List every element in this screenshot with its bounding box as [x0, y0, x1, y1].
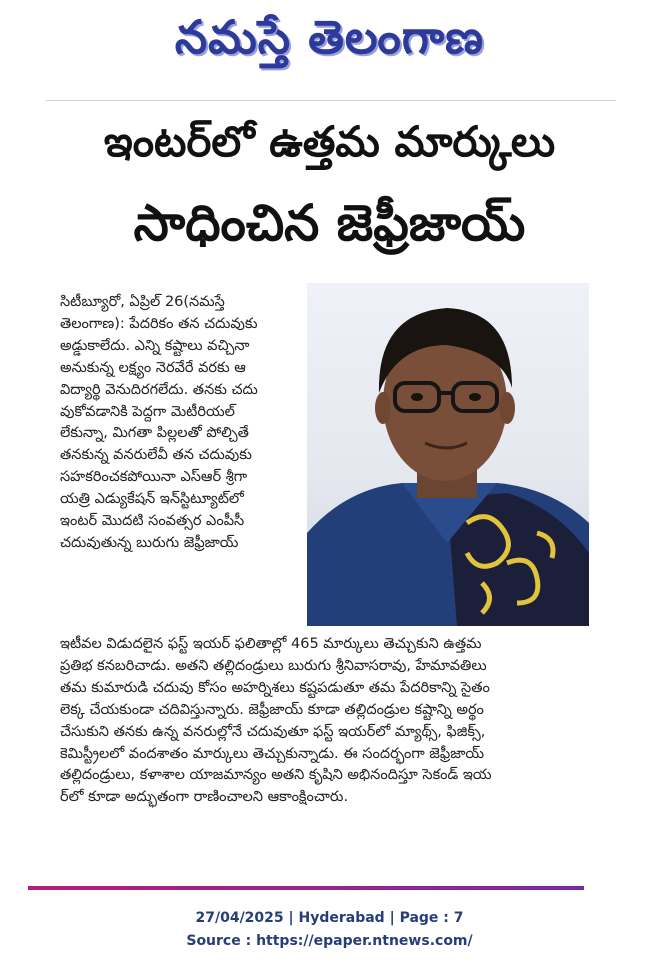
- headline-line-2: సాధించిన జెఫ్రీజాయ్: [133, 194, 526, 252]
- student-portrait-illustration: [307, 283, 589, 626]
- article-line: చేసుకుని తనకు ఉన్న వనరుల్లోనే చదువుతూ ఫస్ట్ ఇయర్‌లో మ్యాథ్స్, ఫిజిక్స్,: [60, 723, 486, 740]
- article-line: తమ కుమారుడి చదువు కోసం అహర్నిశలు కష్టపడుతూ తమ పేదరికాన్ని సైతం: [60, 679, 490, 696]
- article-full-text: [60, 634, 605, 809]
- article-line: తనకున్న వనరులేవీ తన చదువుకు: [60, 447, 252, 464]
- masthead-divider: [46, 100, 616, 101]
- article-line: ఇటీవల విడుదలైన ఫస్ట్ ఇయర్ ఫలితాల్లో 465 మార్కులు తెచ్చుకుని ఉత్తమ: [60, 636, 482, 652]
- article-line: లేకున్నా, మిగతా పిల్లలతో పోల్చితే: [60, 425, 249, 442]
- article-line: అడ్డుకాలేదు. ఎన్ని కష్టాలు వచ్చినా: [60, 337, 250, 354]
- article-line: ఇంటర్ మొదటి సంవత్సర ఎంపీసీ: [60, 513, 245, 530]
- article-line: సహకరించకపోయినా ఎస్ఆర్ శ్రీగా: [60, 469, 248, 486]
- footer-source-link[interactable]: Source : https://epaper.ntnews.com/: [186, 933, 473, 949]
- article-line: విద్యార్థి వెనుదిరగలేదు. తనకు చదు: [60, 381, 258, 398]
- article-column-text: [60, 292, 300, 555]
- footer-date-page: 27/04/2025 | Hyderabad | Page : 7: [195, 910, 464, 926]
- article-line: అనుకున్న లక్ష్యం నెరవేరే వరకు ఆ: [60, 359, 246, 376]
- article-line: లెక్క చేయకుండా చదివిస్తున్నారు. జెఫ్రీజాయ్ కూడా తల్లిదండ్రుల కష్టాన్ని అర్థం: [60, 701, 484, 718]
- masthead-title: నమస్తే తెలంగాణ: [174, 10, 485, 64]
- bottom-divider: [28, 886, 584, 890]
- article-line: సిటీబ్యూరో, ఏప్రిల్ 26(నమస్తే: [60, 294, 225, 310]
- article-line: చదువుతున్న బురుగు జెఫ్రీజాయ్: [60, 534, 239, 551]
- article-line: తల్లిదండ్రులు, కళాశాల యాజమాన్యం అతని కృషిని అభినందిస్తూ సెకండ్ ఇయ: [60, 767, 492, 784]
- article-line: తెలంగాణ): పేదరికం తన చదువుకు: [60, 315, 258, 332]
- article-line: యత్రి ఎడ్యుకేషన్ ఇన్‌స్టిట్యూట్‌లో: [60, 491, 244, 508]
- article-line: ర్‌లో కూడా అద్భుతంగా రాణించాలని ఆకాంక్షించారు.: [60, 789, 349, 806]
- headline-line-1: ఇంటర్‌లో ఉత్తమ మార్కులు: [103, 117, 556, 166]
- article-line: కెమిస్ట్రీలలో వందశాతం మార్కులు తెచ్చుకున్నాడు. ఈ సందర్భంగా జెఫ్రీజాయ్: [60, 745, 485, 762]
- article-line: ప్రతిభ కనబరిచాడు. అతని తల్లిదండ్రులు బురుగు శ్రీనివాసరావు, హేమావతిలు: [60, 657, 487, 674]
- article-line: వుకోవడానికి పెద్దగా మెటీరియల్: [60, 403, 235, 420]
- student-photo: [307, 283, 589, 626]
